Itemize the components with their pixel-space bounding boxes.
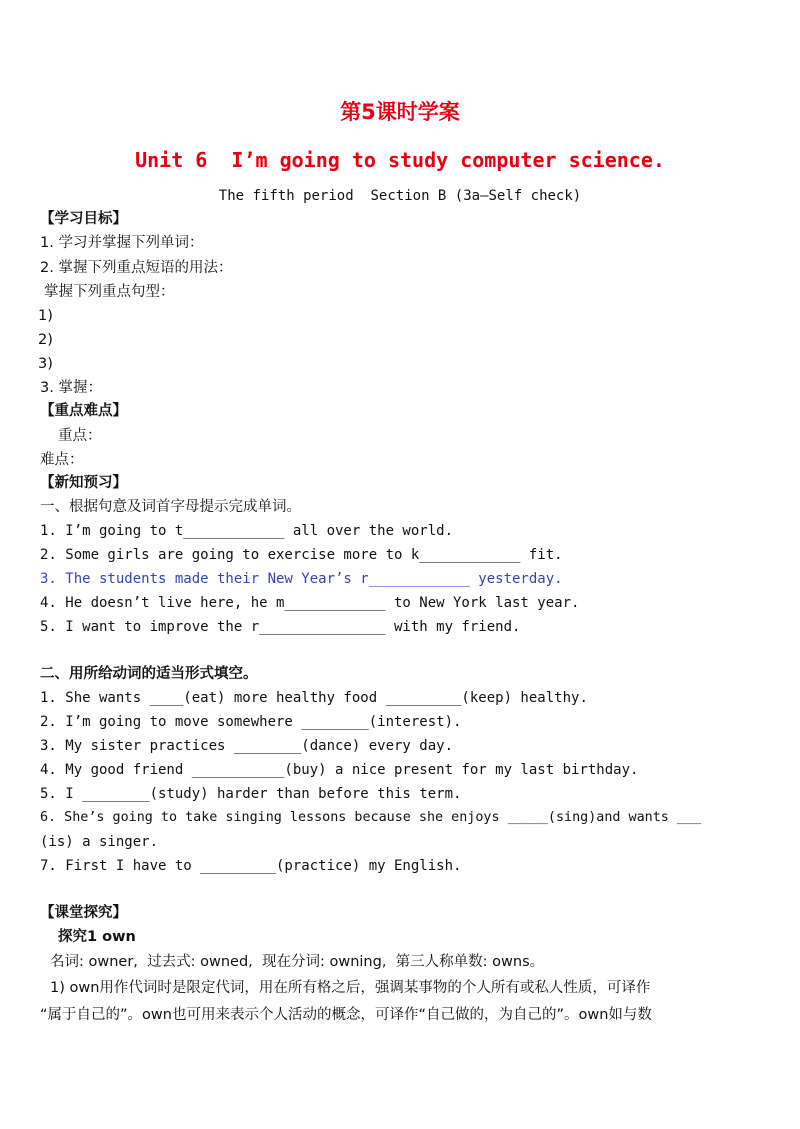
period-subtitle: The fifth period Section B (3a—Self check): [218, 188, 582, 204]
lesson-title: 第5课时学案: [340, 100, 460, 124]
goals-sentence-3: 3): [38, 356, 53, 372]
key-points-heading: 【重点难点】: [40, 403, 127, 419]
part1-item: 4. He doesn’t live here, he m____________ to New York last year.: [40, 595, 580, 611]
part1-item: 3. The students made their New Year’s r____________ yesterday.: [40, 571, 563, 587]
preview-heading: 【新知预习】: [40, 475, 127, 491]
part2-heading: 二、用所给动词的适当形式填空。: [40, 666, 258, 682]
key-points-difficulty: 难点：: [40, 452, 84, 468]
part2-item: 3. My sister practices ________(dance) every day.: [40, 738, 454, 754]
part1-item: 2. Some girls are going to exercise more to k____________ fit.: [40, 547, 563, 563]
part2-item: 1. She wants ____(eat) more healthy food _________(keep) healthy.: [40, 690, 588, 706]
explore-paragraph-line: 1) own用作代词时是限定代词，用在所有格之后，强调某事物的个人所有或私人性质，可译作: [50, 980, 651, 996]
part1-item: 1. I’m going to t____________ all over the world.: [40, 523, 454, 539]
goals-item-2: 2. 掌握下列重点短语的用法：: [40, 260, 233, 276]
explore-topic: 探究1 own: [58, 929, 136, 945]
part1-heading: 一、根据句意及词首字母提示完成单词。: [40, 499, 301, 515]
key-points-focus: 重点：: [58, 428, 102, 444]
part1-item: 5. I want to improve the r_______________ with my friend.: [40, 619, 521, 635]
explore-forms: 名词: owner, 过去式: owned, 现在分词: owning, 第三人称单数: owns。: [50, 954, 545, 970]
goals-heading: 【学习目标】: [40, 211, 127, 227]
goals-item-3: 3. 掌握：: [40, 380, 102, 396]
goals-sentence-1: 1): [38, 308, 53, 324]
part2-item: 7. First I have to _________(practice) my English.: [40, 858, 462, 874]
part2-item: 4. My good friend ___________(buy) a nice present for my last birthday.: [40, 762, 639, 778]
explore-paragraph-line: “属于自己的”。own也可用来表示个人活动的概念，可译作“自己做的，为自己的”。own如与数: [40, 1007, 652, 1023]
part2-item: 6. She’s going to take singing lessons because she enjoys _____(sing)and wants ___: [40, 810, 702, 825]
explore-heading: 【课堂探究】: [40, 905, 127, 921]
goals-item-1: 1. 学习并掌握下列单词：: [40, 235, 204, 251]
goals-sentence-2: 2): [38, 332, 53, 348]
part2-item: 5. I ________(study) harder than before this term.: [40, 786, 462, 802]
goals-sentences: 掌握下列重点句型：: [44, 284, 175, 300]
unit-title: Unit 6 I’m going to study computer science.: [135, 148, 665, 172]
part2-item-continuation: (is) a singer.: [40, 834, 159, 850]
part2-item: 2. I’m going to move somewhere ________(interest).: [40, 714, 462, 730]
